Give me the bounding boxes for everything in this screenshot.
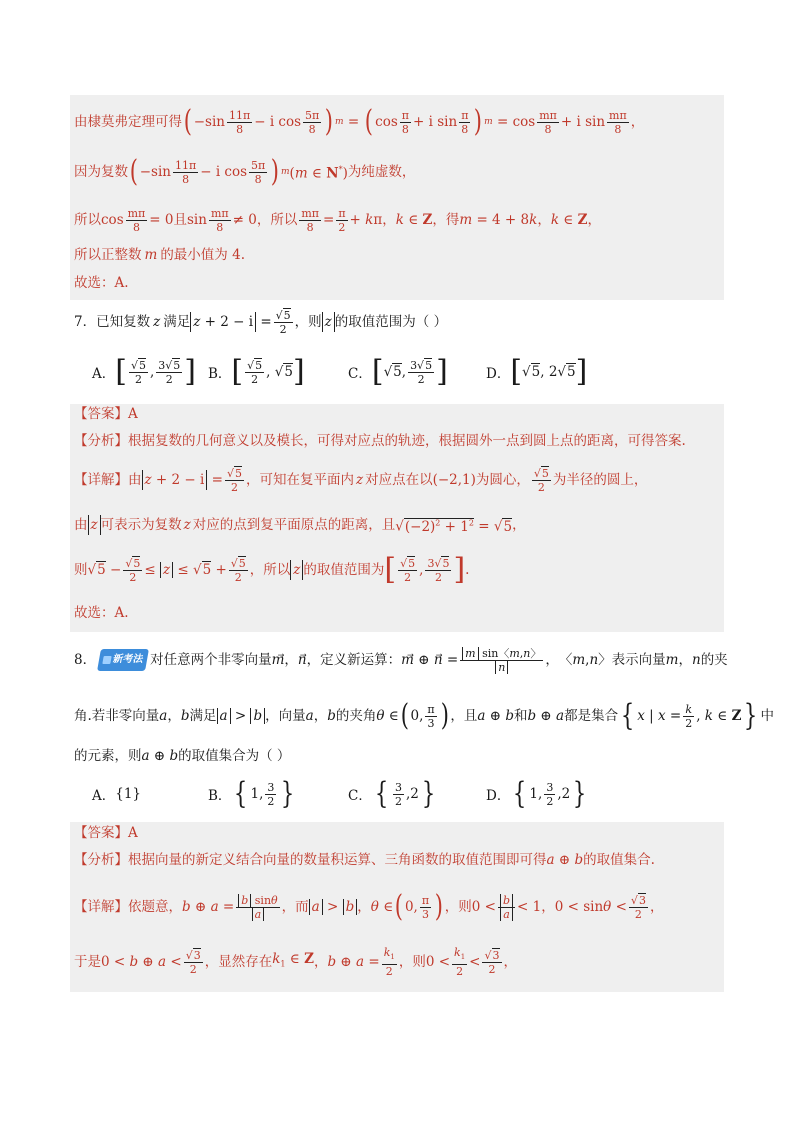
text: A [128,406,138,422]
text: 为纯虚数， [347,164,416,180]
text: 满足 [189,708,217,724]
q8-option-d[interactable]: D． { 1, $\frac{3}{2}$ ,2 } [486,776,587,811]
frac: $\frac{m\pi}{8}$ [539,108,557,136]
q7-choose [74,602,724,624]
text: 且 [173,212,187,228]
q7-detail-2: 由 z 可表示为复数 z 对应的点到复平面原点的距离，且 $√(-2)^2 + 1^2 = √5$ ， [74,517,526,535]
text: 满足 [163,314,191,330]
text: A [128,825,138,841]
q8-option-a[interactable]: A． {1} [92,786,142,804]
text: ， [541,899,555,915]
q8-option-c[interactable]: C． { $\frac{3}{2}$ ,2 } [348,776,436,811]
text: 8． [74,652,97,668]
q7-option-b[interactable]: B． [ $\frac{√5}{2}$ , √5 ] [208,354,305,389]
text: ，所以 [256,212,298,228]
text: 依题意， [128,899,182,915]
text: ，则 [398,954,426,970]
frac: $\frac{\pi}{2}$ [338,206,346,234]
text: ，向量 [265,708,306,724]
text: 所以 [74,212,101,228]
text: ， [313,954,328,970]
text: m [144,247,158,263]
frac: $\frac{\pi}{8}$ [401,108,410,136]
text: 角.若非零向量 [74,708,160,724]
q7-option-d[interactable]: D． [ √5, 2√5 ] [486,354,588,389]
frac: $\frac{\pi}{8}$ [461,108,469,136]
text: B． [208,788,232,804]
text: D． [486,788,511,804]
text: 的取值范围为（ ） [334,314,448,330]
text: 的取值集合. [583,852,655,868]
text: 表示向量 [611,652,666,668]
frac: $\frac{5\pi}{8}$ [305,108,320,136]
text: 根据向量的新定义结合向量的数量积运算、三角函数的取值范围即可得 [128,852,547,868]
text: 由 [74,517,88,533]
text: ，定义新运算： [306,652,402,668]
text: 对任意两个非零向量 [150,652,272,668]
text: 故选：A. [74,275,129,291]
text: 【分析】 [74,433,128,449]
text: 的最小值为 4. [160,247,245,263]
frac: $\frac{11\pi}{8}$ [228,108,251,136]
sol6-line4 [74,244,724,266]
text: 因为复数 [74,164,128,180]
sol6-line2: 因为复数 ( −sin $\frac{11\pi}{8}$ − i cos $\frac{5\pi}{8}$ ) m (m ∈ N*) 为纯虚数， [74,154,416,189]
q7-detail-3: 则 √5 − $\frac{√5}{2}$ ≤ z ≤ √5 + $\frac{√5}{2}$ ，所以 z 的取值范围为 [ $\frac{√5}{2}$ , $\frac{3√5}{2}$ ] . [74,552,470,587]
text: 【详解】 [74,472,128,488]
text: 为圆心， [475,472,530,488]
q7-detail-1: 【详解】 由 z + 2 − i = $\frac{√5}{2}$ ，可知在复平面内 z 对应点在以 (−2,1) 为圆心， $\frac{√5}{2}$ 为半径的圆上， [74,466,648,494]
text: ，可知在复平面内 [245,472,354,488]
frac: $\frac{√5}{2}$ [275,308,291,336]
text: 【答案】 [74,406,128,422]
frac: $\frac{5\pi}{8}$ [251,158,266,186]
text: ， [382,212,396,228]
q7-stem: 7．已知复数 z 满足 z + 2 − i = $\frac{√5}{2}$ ，则 z 的取值范围为（ ） [74,308,448,336]
text: ，则 [294,314,322,330]
text: A． [92,788,116,804]
text: 则 [74,562,88,578]
text: 于是 [74,954,101,970]
text: 【分析】 [74,852,128,868]
q8-option-b[interactable]: B． { 1, $\frac{3}{2}$ } [208,776,295,811]
text: 新考法 [112,654,145,665]
text: 都是集合 [564,708,619,724]
q8-stem: 8． 新考法 对任意两个非零向量 m⃗，n ，定义新运算： m⃗ ⊕ n⃗ = $\frac{\text{m sin〈m,n〉}}{n}$ ， 〈m,n〉 表示向量 m，n 的夹 [74,646,728,674]
q8-stem-2: 角.若非零向量 a，b 满足 a > b ，向量 a，b 的夹角 θ ∈ ( 0, $\frac{\pi}{3}$ ) ，且 a ⊕ b 和 b ⊕ a 都是集合 { x | x = $\frac{k}{2}$ , k ∈ Z } 中 [74,698,775,733]
frac: $\frac{m\pi}{8}$ [609,108,627,136]
text: 可表示为复数 [100,517,182,533]
q8-stem-3: 的元素，则 a ⊕ b 的取值集合为（ ） [74,748,291,764]
pen-icon [102,656,111,664]
text: 的取值集合为（ ） [178,748,291,764]
text: 根据复数的几何意义以及模长，可得对应点的轨迹，根据圆外一点到圆上点的距离，可得答案. [128,433,686,449]
text: C． [348,788,372,804]
text: 的元素，则 [74,748,142,764]
text: 的夹角 [335,708,377,724]
text: ， [503,954,517,970]
text: 【详解】 [74,899,128,915]
text: z [153,314,161,330]
sol6-line1: 由棣莫弗定理可得 ( −sin $\frac{11\pi}{8}$ − i cos $\frac{5\pi}{8}$ ) m = ( cos $\frac{\pi}{8}$ + i sin $\frac{\pi}{8}$ ) m = cos $\frac{m\pi}{8}$ + i sin $\frac{m\pi}{8}$ ， [74,104,645,139]
text: ，则 [444,899,472,915]
q8-answer [74,822,724,844]
text: A． [92,366,116,382]
text: D． [486,366,511,382]
text: C． [348,366,372,382]
text: ，且 [450,708,478,724]
text: 7．已知复数 [74,314,151,330]
q7-answer [74,403,724,425]
text: 的取值范围为 [303,562,385,578]
sol6-line3: 所以 cos $\frac{m\pi}{8}$ = 0 且 sin $\frac{m\pi}{8}$ ≠ 0 ，所以 $\frac{m\pi}{8}$ = $\frac{\pi}{2}$ + kπ ， k ∈ Z ，得 m = 4 + 8k ， k ∈ Z ， [74,206,601,234]
q8-detail-1: 【详解】 依题意， b ⊕ a = $\frac{\text{b sinθ}}{a}$ ，而 a > b ， θ ∈ ( 0, $\frac{\pi}{3}$ ) ，则 0 < $\frac{b}{a}$ < 1 ， 0 < sinθ < $\frac{√3}{2}$ ， [74,889,664,924]
text: B． [208,366,232,382]
text: ，显然存在 [204,954,273,970]
text: 中 [760,708,775,724]
text: 对应点在以 [365,472,433,488]
text: ，而 [281,899,309,915]
text: ， [357,899,371,915]
text: 由 [128,472,142,488]
q7-option-a[interactable]: A． [ $\frac{√5}{2}$ , $\frac{3√5}{2}$ ] [92,354,197,389]
text: ， [537,212,551,228]
frac: $\frac{m\pi}{8}$ [301,206,319,234]
sol6-choose [74,272,724,294]
text: 对应的点到复平面原点的距离，且 [192,517,396,533]
q8-analysis: 【分析】 根据向量的新定义结合向量的数量积运算、三角函数的取值范围即可得 a ⊕ b 的取值集合. [74,852,655,868]
q7-analysis [74,430,724,452]
text: 的夹 [700,652,728,668]
text: ， [649,899,664,915]
frac: $\frac{11\pi}{8}$ [174,158,197,186]
text: . [465,562,470,578]
text: 所以正整数 [74,247,142,263]
frac: $\frac{m\pi}{8}$ [127,206,146,234]
text: 故选：A. [74,605,129,621]
text: ，所以 [249,562,291,578]
frac: $\frac{m\pi}{8}$ [210,206,229,234]
text: ， [587,212,601,228]
text: ，得 [432,212,460,228]
new-method-badge [97,649,149,671]
text: 由棣莫弗定理可得 [74,114,182,130]
text: 和 [513,708,528,724]
q8-detail-2: 于是 0 < b ⊕ a < $\frac{√3}{2}$ ，显然存在 $k_1$ ∈ Z ， b ⊕ a = $\frac{k_1}{2}$ ，则 0 < $\frac{k_1}{2}$ < $\frac{√3}{2}$ ， [74,945,517,979]
text: ， [630,114,645,130]
text: 为半径的圆上， [552,472,648,488]
text: ， [512,517,526,533]
text: 【答案】 [74,825,128,841]
q7-option-c[interactable]: C． [ √5, $\frac{3√5}{2}$ ] [348,354,448,389]
text: ， [545,652,559,668]
